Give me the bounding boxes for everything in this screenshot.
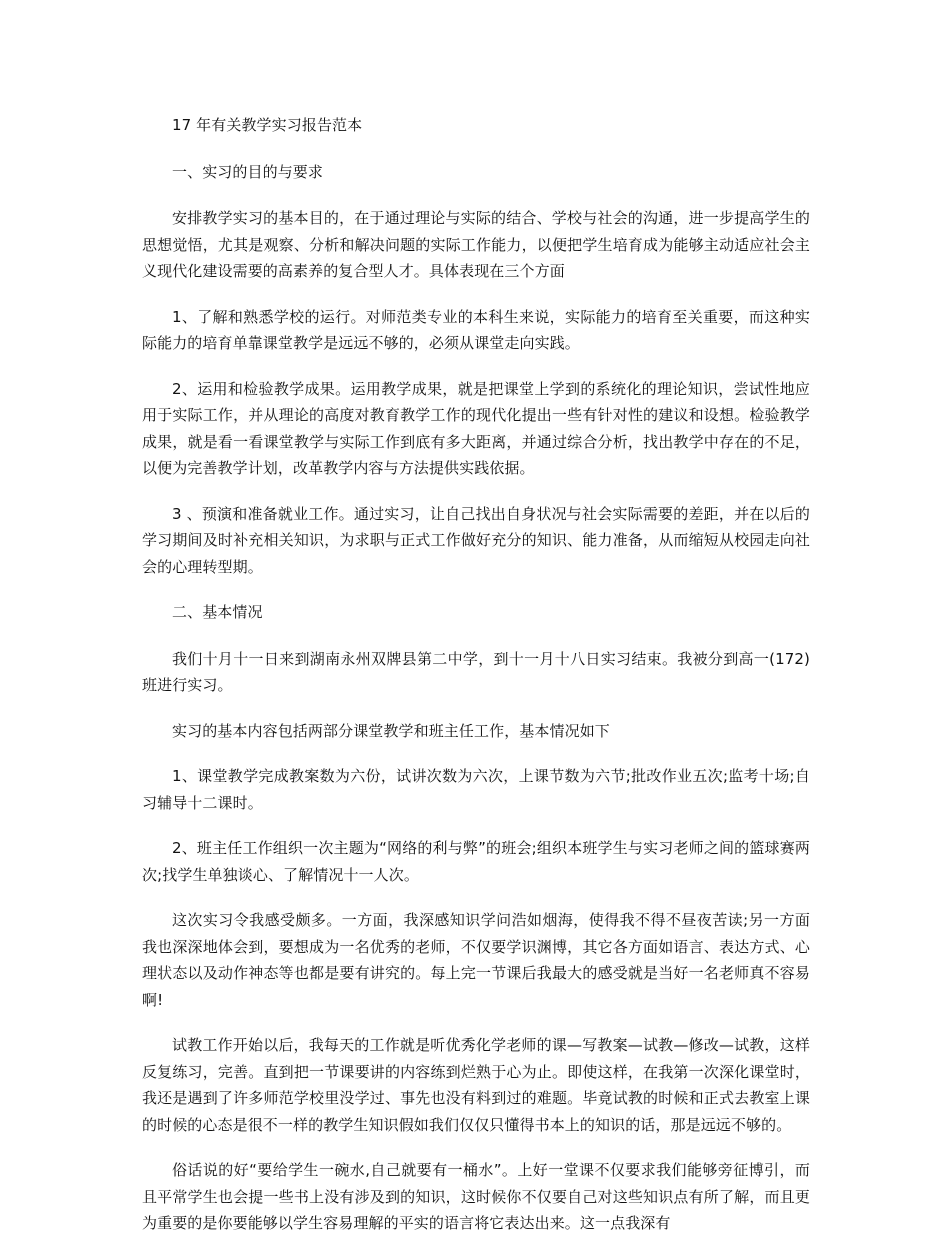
paragraph-teaching-stats: 1、课堂教学完成教案数为六份，试讲次数为六次，上课节数为六节;批改作业五次;监考十场;自习辅导十二课时。 (142, 767, 810, 812)
paragraph-homeroom-stats: 2、班主任工作组织一次主题为“网络的利与弊”的班会;组织本班学生与实习老师之间的篮球赛两次;找学生单独谈心、了解情况十一人次。 (142, 839, 810, 884)
paragraph-content-summary: 实习的基本内容包括两部分课堂教学和班主任工作，基本情况如下 (172, 721, 610, 740)
paragraph-purpose-intro: 安排教学实习的基本目的，在于通过理论与实际的结合、学校与社会的沟通，进一步提高学生的思想觉悟，尤其是观察、分析和解决问题的实际工作能力，以便把学生培育成为能够主动适应社会主义现代化建设需要的高素养的复合型人才。具体表现在三个方面 (142, 209, 810, 280)
document-title: 17 年有关教学实习报告范本 (172, 116, 363, 134)
paragraph-point-1: 1、了解和熟悉学校的运行。对师范类专业的本科生来说，实际能力的培育至关重要，而这种实际能力的培育单靠课堂教学是远远不够的，必须从课堂走向实践。 (142, 307, 810, 352)
section-heading-purpose: 一、实习的目的与要求 (172, 162, 324, 181)
paragraph-reflection: 这次实习令我感受颇多。一方面，我深感知识学问浩如烟海，使得我不得不昼夜苦读;另一方面我也深深地体会到，要想成为一名优秀的老师，不仅要学识渊博，其它各方面如语言、表达方式、心理状态以及动作神态等也都是要有讲究的。每上完一节课后我最大的感受就是当好一名老师真不容易啊! (142, 911, 810, 1009)
paragraph-point-3: 3 、预演和准备就业工作。通过实习，让自己找出自身状况与社会实际需要的差距，并在以后的学习期间及时补充相关知识，为求职与正式工作做好充分的知识、能力准备，从而缩短从校园走向社会的心理转型期。 (142, 504, 810, 576)
section-heading-basics: 二、基本情况 (172, 603, 263, 621)
paragraph-proverb: 俗话说的好“要给学生一碗水,自己就要有一桶水”。上好一堂课不仅要求我们能够旁征博引，而且平常学生也会提一些书上没有涉及到的知识，这时候你不仅要自己对这些知识点有所了解，而且更为重要的是你要能够以学生容易理解的平实的语言将它表达出来。这一点我深有 (142, 1161, 810, 1232)
paragraph-arrival: 我们十月十一日来到湖南永州双牌县第二中学，到十一月十八日实习结束。我被分到高一(172)班进行实习。 (142, 649, 810, 694)
document-page (142, 112, 810, 1256)
paragraph-trial-teaching: 试教工作开始以后，我每天的工作就是听优秀化学老师的课—写教案—试教—修改—试教，这样反复练习，完善。直到把一节课要讲的内容练到烂熟于心为止。即使这样，在我第一次深化课堂时，我还是遇到了许多师范学校里没学过、事先也没有料到过的难题。毕竟试教的时候和正式去教室上课的时候的心态是很不一样的教学生知识假如我们仅仅只懂得书本上的知识的话，那是远远不够的。 (142, 1036, 810, 1134)
paragraph-point-2: 2、运用和检验教学成果。运用教学成果，就是把课堂上学到的系统化的理论知识，尝试性地应用于实际工作，并从理论的高度对教育教学工作的现代化提出一些有针对性的建议和设想。检验教学成果，就是看一看课堂教学与实际工作到底有多大距离，并通过综合分析，找出教学中存在的不足，以便为完善教学计划，改革教学内容与方法提供实践依据。 (142, 379, 810, 477)
